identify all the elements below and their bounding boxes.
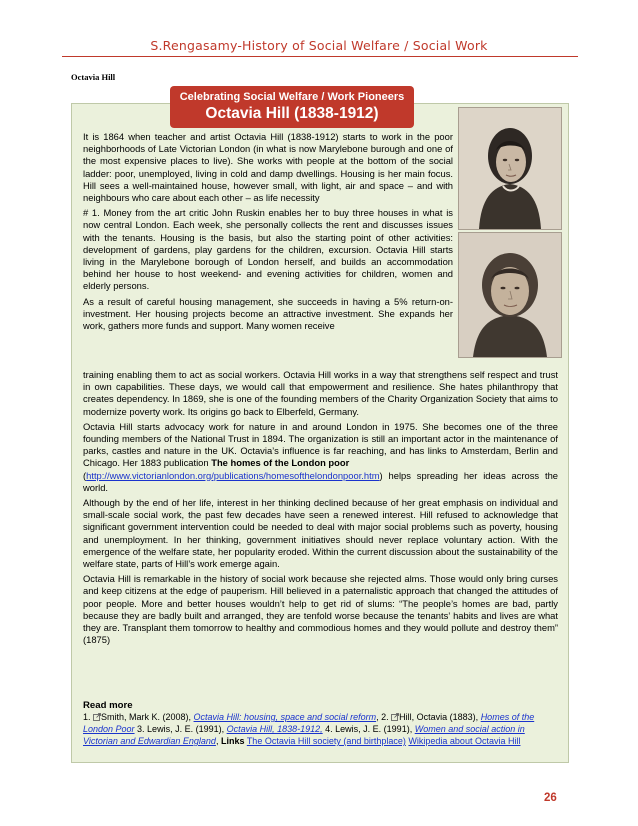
ref-4-text: 4. Lewis, J. E. (1991),	[322, 724, 415, 734]
external-link-icon	[391, 713, 399, 721]
ref-1-number: 1.	[83, 712, 94, 722]
banner-subtitle: Celebrating Social Welfare / Work Pioneers	[179, 91, 405, 103]
paragraph-6: Although by the end of her life, interest in her thinking declined because of her great emphasis on individual and small-scale social work, the past few decades have seen a renewed interest. Hill refused to acknowledge that significant government intervention could be needed to deal with major social problems such as poverty, housing and unemployment. In her thinking, government initiatives should never replace voluntary action. With the emergence of the welfare state, her popularity eroded. Within the current discussion about the sustainability of the welfare state, parts of Hill’s work emerge again.	[83, 497, 558, 570]
paragraph-5	[83, 421, 558, 494]
banner-title: Octavia Hill (1838-1912)	[205, 105, 379, 122]
ref-3-link[interactable]: Octavia Hill, 1838-1912,	[226, 724, 323, 734]
ref-4-link[interactable]: Women and social action in Victorian and Edwardian England	[83, 724, 525, 746]
paragraph-5-text-b: ) helps spreading her ideas across the world.	[83, 469, 558, 493]
references	[83, 711, 561, 747]
links-separator: ,	[215, 736, 221, 746]
ref-3-text: 3. Lewis, J. E. (1991),	[134, 724, 227, 734]
section-label: Octavia Hill	[71, 72, 116, 82]
ref-2-link[interactable]: Homes of the London Poor	[83, 712, 535, 734]
title-banner	[170, 86, 414, 128]
portrait-octavia-hill-young	[458, 107, 562, 230]
homes-of-london-poor-title: The homes of the London poor	[211, 457, 350, 469]
ref-2-text: Hill, Octavia (1883),	[399, 712, 481, 722]
paragraph-body	[83, 369, 558, 646]
read-more-heading: Read more	[83, 700, 133, 711]
paragraph-5-open-paren: (	[83, 469, 87, 481]
header-rule	[62, 56, 578, 57]
paragraph-1: It is 1864 when teacher and artist Octavia Hill (1838-1912) starts to work in the poor neighborhoods of Late Victorian London (in what is now Marylebone burough and one of the most expensive places to live). She works with people at the bottom of the social ladder: poor, unemployed, living in cold and damp dwellings. Housing is her main focus. Hill sees a well-maintained house, however small, with light, air and space – and with neighbours who care about each other – as life necessity	[83, 131, 453, 204]
victorian-london-link[interactable]: http://www.victorianlondon.org/publications/homesofthelondonpoor.htm	[86, 469, 380, 481]
page-number: 26	[544, 792, 557, 804]
ref-2-number: , 2.	[376, 712, 392, 722]
page-header-title: S.Rengasamy-History of Social Welfare / Social Work	[150, 38, 488, 53]
paragraph-5-text-a: Octavia Hill starts advocacy work for nature in and around London in 1975. She becomes one of the three founding members of the National Trust in 1894. The organization is still an important actor in the maintenance of parks, castles and nature in the UK. Octavia’s influence is far reaching, and has links to Amsterdam, Berlin and Chicago. Her 1883 publication	[83, 420, 558, 469]
octavia-hill-society-link[interactable]: The Octavia Hill society (and birthplace)	[246, 736, 406, 746]
portrait-octavia-hill-elder	[458, 232, 562, 358]
paragraph-2: # 1. Money from the art critic John Ruskin enables her to buy three houses in what is now central London. Each week, she personally collects the rent and discusses issues with the tenants. Housing is the basis, but also the starting point of other activities: development of gardens, play gardens for the children, excursion. Octavia Hill starts living in the Marylebone borough of London herself, and builds an accommodation behind her house to host weekend- and evening activities for children, women and elderly persons.	[83, 207, 453, 292]
paragraph-4: training enabling them to act as social workers. Octavia Hill works in a way that strengthens self respect and trust in own capabilities. These days, we would call that empowerment and resilience. She hates philanthropy that creates dependency. In 1869, she is one of the founding members of the Charity Organization Society that aims to modernize poverty work. Its origins go back to Elberfeld, Germany.	[83, 369, 558, 417]
paragraph-3: As a result of careful housing management, she succeeds in having a 5% return-on-investment. Her housing projects become an attractive investment. She expands her work, gathers more funds and support. Many women receive	[83, 295, 453, 332]
paragraph-intro	[83, 131, 453, 332]
links-label: Links	[220, 736, 245, 746]
ref-1-text: Smith, Mark K. (2008),	[101, 712, 194, 722]
ref-1-link[interactable]: Octavia Hill: housing, space and social reform	[193, 712, 377, 722]
wikipedia-octavia-hill-link[interactable]: Wikipedia about Octavia Hill	[408, 736, 521, 746]
external-link-icon	[93, 713, 101, 721]
paragraph-7: Octavia Hill is remarkable in the history of social work because she rejected alms. Those would only bring curses and keep citizens at the edge of pauperism. Hill believed in a paternalistic approach that changed the attitudes of poor people. More and better houses wouldn’t help to get rid of slums: “The people’s homes are bad, partly because they are badly built and arranged, they are tenfold worse because the tenants’ habits and lives are what they are. Transplant them tomorrow to healthy and commodious homes and they would pollute and destroy them” (1875)	[83, 573, 558, 646]
